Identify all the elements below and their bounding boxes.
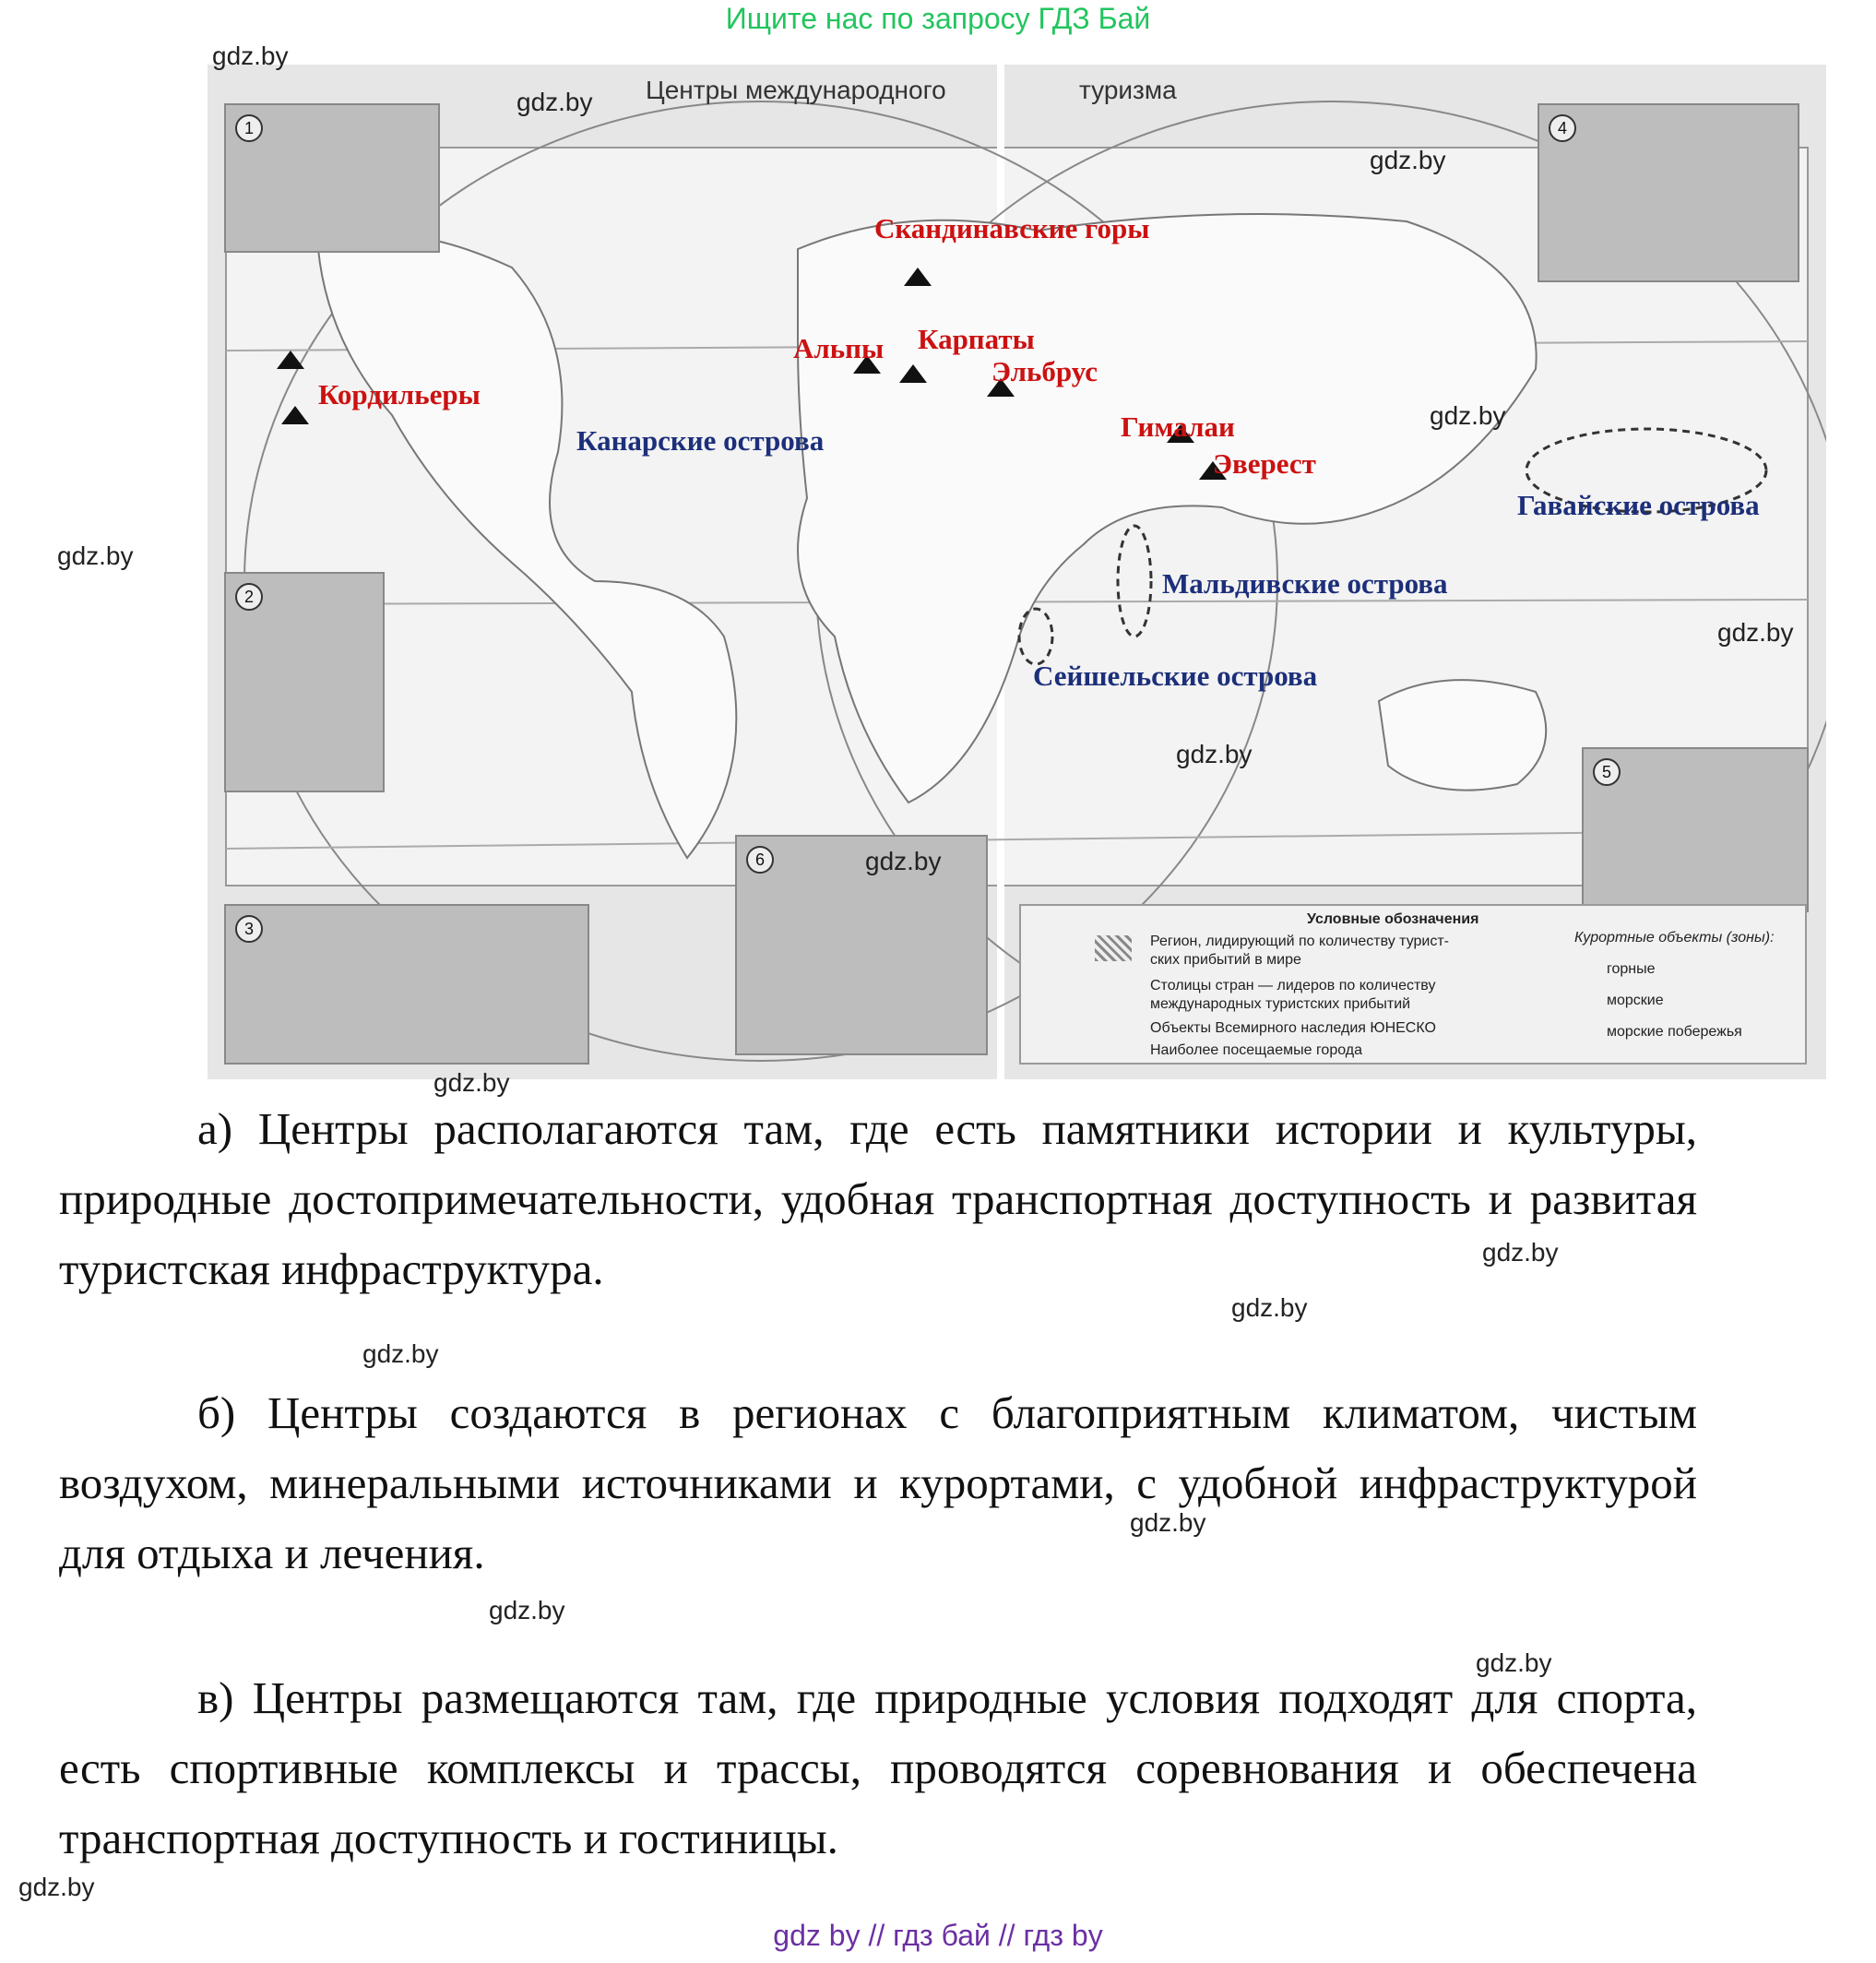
photo-number: 4 bbox=[1549, 114, 1576, 142]
watermark: gdz.by bbox=[1717, 618, 1794, 647]
answer-a-text: а) Центры располагаются там, где есть памятники истории и культуры, природные достопримечательности, удобная транспортная доступность и развитая туристская инфраструктура. bbox=[59, 1103, 1697, 1294]
legend-item: Столицы стран — лидеров по количеству bbox=[1150, 978, 1436, 993]
photo-statue-of-liberty bbox=[224, 572, 385, 792]
watermark: gdz.by bbox=[1482, 1238, 1559, 1267]
label-himalayas: Гималаи bbox=[1121, 410, 1235, 443]
watermark: gdz.by bbox=[1370, 146, 1446, 174]
photo-number: 1 bbox=[235, 114, 263, 142]
watermark: gdz.by bbox=[865, 847, 942, 875]
answer-a bbox=[59, 1094, 1697, 1304]
answer-v-text: в) Центры размещаются там, где природные условия подходят для спорта, есть спортивные комплексы и трассы, проводятся соревнования и обеспечена транспортная доступность и гостиницы. bbox=[59, 1672, 1697, 1863]
label-canary-islands: Канарские острова bbox=[576, 424, 825, 457]
photo-number: 6 bbox=[746, 846, 774, 874]
legend-resort-item: морские bbox=[1607, 993, 1664, 1008]
photo-colosseum bbox=[224, 103, 440, 253]
watermark: gdz.by bbox=[18, 1873, 95, 1901]
photo-cathedral bbox=[735, 835, 988, 1055]
label-elbrus: Эльбрус bbox=[991, 355, 1098, 387]
legend-item: Регион, лидирующий по количеству турист- bbox=[1150, 934, 1449, 949]
map-legend bbox=[1019, 904, 1807, 1065]
legend-resort-title: Курортные объекты (зоны): bbox=[1574, 930, 1775, 946]
watermark: gdz.by bbox=[489, 1596, 565, 1624]
label-hawaiian-islands: Гавайские острова bbox=[1517, 489, 1760, 521]
legend-item: Наиболее посещаемые города bbox=[1150, 1042, 1363, 1058]
search-hint: Ищите нас по запросу ГДЗ Бай bbox=[725, 2, 1151, 35]
label-seychelles: Сейшельские острова bbox=[1033, 660, 1318, 692]
photo-versailles bbox=[224, 904, 589, 1065]
watermark: gdz.by bbox=[1231, 1293, 1308, 1322]
legend-item: Объекты Всемирного наследия ЮНЕСКО bbox=[1150, 1020, 1436, 1036]
footer-links: gdz by // гдз бай // гдз by bbox=[773, 1919, 1103, 1952]
label-maldives: Мальдивские острова bbox=[1162, 567, 1448, 600]
tourism-map bbox=[208, 65, 1826, 1079]
answer-b-text: б) Центры создаются в регионах с благоприятным климатом, чистым воздухом, минеральными источниками и курортами, с удобной инфраструктурой для отдыха и лечения. bbox=[59, 1387, 1697, 1578]
legend-item: ских прибытий в мире bbox=[1150, 952, 1301, 968]
watermark: gdz.by bbox=[1476, 1648, 1552, 1677]
label-alps: Альпы bbox=[793, 332, 885, 364]
watermark: gdz.by bbox=[1130, 1508, 1206, 1537]
watermark: gdz.by bbox=[433, 1068, 510, 1097]
label-scandinavian-mountains: Скандинавские горы bbox=[874, 212, 1150, 244]
watermark: gdz.by bbox=[516, 88, 593, 116]
region-swatch bbox=[1095, 935, 1132, 961]
map-title-left: Центры международного bbox=[646, 76, 946, 104]
watermark: gdz.by bbox=[212, 42, 289, 70]
legend-resort-item: горные bbox=[1607, 961, 1656, 977]
photo-number: 2 bbox=[235, 583, 263, 611]
photo-number: 3 bbox=[235, 915, 263, 943]
answer-v bbox=[59, 1663, 1697, 1874]
photo-aqueduct bbox=[1582, 747, 1809, 912]
label-cordilleras: Кордильеры bbox=[318, 378, 481, 410]
legend-resort-item: морские побережья bbox=[1607, 1024, 1742, 1040]
photo-number: 5 bbox=[1593, 758, 1621, 786]
watermark: gdz.by bbox=[1176, 740, 1253, 768]
answer-b bbox=[59, 1378, 1697, 1588]
legend-title: Условные обозначения bbox=[1307, 911, 1479, 927]
label-carpathians: Карпаты bbox=[918, 323, 1035, 355]
watermark: gdz.by bbox=[1430, 401, 1506, 430]
photo-great-wall bbox=[1538, 103, 1799, 282]
watermark: gdz.by bbox=[57, 541, 134, 570]
legend-item: международных туристских прибытий bbox=[1150, 996, 1411, 1012]
map-title-right: туризма bbox=[1079, 76, 1177, 104]
watermark: gdz.by bbox=[362, 1339, 439, 1368]
label-everest: Эверест bbox=[1213, 447, 1316, 480]
